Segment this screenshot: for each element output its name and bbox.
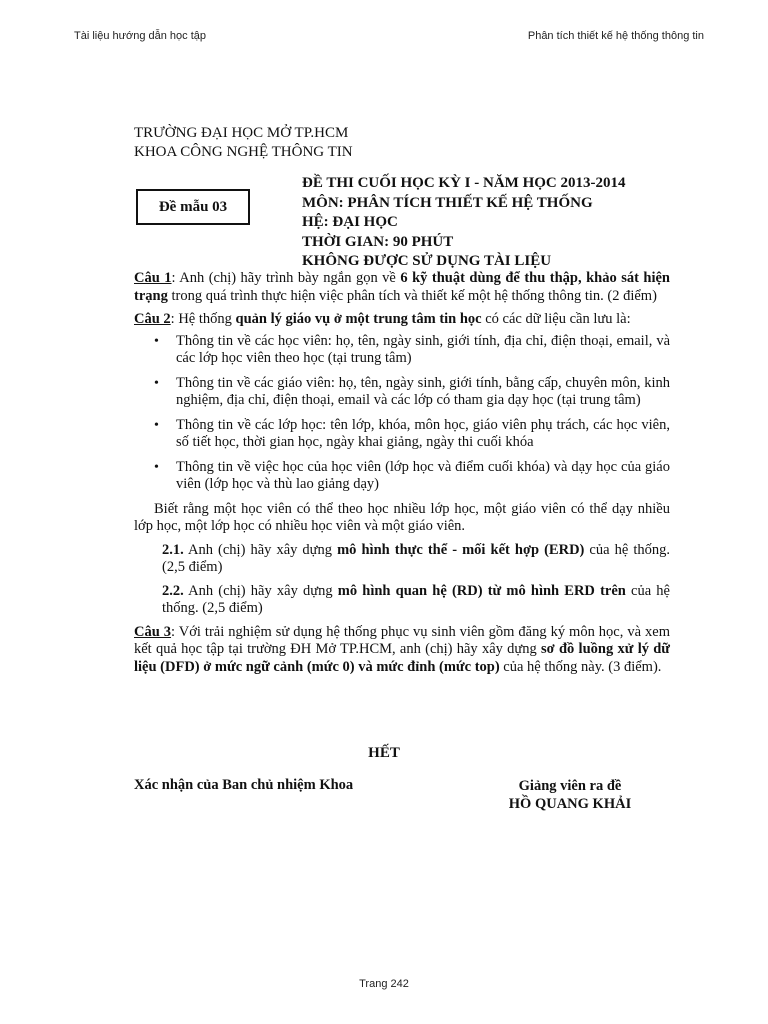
list-item: • Thông tin về các lớp học: tên lớp, khóa, môn học, giáo viên phụ trách, các học viên, số tiết học, thời gian học, ngày khai giảng, ngày thi cuối khóa <box>134 417 670 452</box>
data-requirements-list <box>134 333 670 494</box>
lecturer-name: HỒ QUANG KHẢI <box>508 796 632 812</box>
question-label: Câu 3 <box>134 623 172 640</box>
running-header-left: Tài liệu hướng dẫn học tập <box>74 30 206 42</box>
question-label: Câu 1 <box>134 270 172 286</box>
question-1: Câu 1: Anh (chị) hãy trình bày ngắn gọn về 6 kỹ thuật dùng để thu thập, khảo sát hiện trạng trong quá trình thực hiện việc phân tích và thiết kế một hệ thống thông tin. (2 điểm) <box>134 270 671 304</box>
list-item: • Thông tin về các học viên: họ, tên, ngày sinh, giới tính, địa chỉ, điện thoại, email, và các lớp học viên theo học (tại trung tâm) <box>134 333 670 368</box>
exam-title-block <box>302 174 625 272</box>
exam-code-box: Đề mẫu 03 <box>136 189 250 225</box>
question-3: Câu 3: Với trải nghiệm sử dụng hệ thống phục vụ sinh viên gồm đăng ký môn học, và xem kết quả học tập tại trường ĐH Mở TP.HCM, anh (chị) hãy xây dựng sơ đồ luồng xử lý dữ liệu (DFD) ở mức ngữ cảnh (mức 0) và mức đỉnh (mức top) của hệ thống này. (3 điểm). <box>134 623 670 675</box>
sub-question-2-1: 2.1. Anh (chị) hãy xây dựng mô hình thực thể - mối kết hợp (ERD) của hệ thống. (2,5 điểm) <box>162 541 670 575</box>
materials-line: KHÔNG ĐƯỢC SỬ DỤNG TÀI LIỆU <box>302 253 552 269</box>
subject-line: MÔN: PHÂN TÍCH THIẾT KẾ HỆ THỐNG <box>302 194 593 211</box>
list-item: • Thông tin về các giáo viên: họ, tên, ngày sinh, giới tính, bằng cấp, chuyên môn, kinh nghiệm, địa chỉ, điện thoại, email và các lớp có tham gia dạy học (tại trung tâm) <box>134 375 670 410</box>
faculty-approval-label: Xác nhận của Ban chủ nhiệm Khoa <box>134 777 354 793</box>
question-label: Câu 2 <box>134 311 171 327</box>
relationship-paragraph: Biết rằng một học viên có thể theo học nhiều lớp học, một giáo viên có thể dạy nhiều lớp học, một lớp học có nhiều học viên và một giáo viên. <box>134 500 670 534</box>
page-number: Trang 242 <box>359 978 409 990</box>
duration-line: THỜI GIAN: 90 PHÚT <box>302 233 454 250</box>
question-2: Câu 2: Hệ thống quản lý giáo vụ ở một trung tâm tin học có các dữ liệu cần lưu là: <box>134 311 631 327</box>
exam-content <box>134 270 670 676</box>
lecturer-title: Giảng viên ra đề <box>518 778 622 794</box>
lecturer-signature-block <box>500 777 640 813</box>
exam-title-line: ĐỀ THI CUỐI HỌC KỲ I - NĂM HỌC 2013-2014 <box>302 175 626 191</box>
end-marker: HẾT <box>368 745 400 761</box>
school-name: TRƯỜNG ĐẠI HỌC MỞ TP.HCM <box>134 125 349 141</box>
school-block <box>134 124 353 162</box>
running-header-right: Phân tích thiết kế hệ thống thông tin <box>527 30 704 42</box>
list-item: • Thông tin về việc học của học viên (lớp học và điểm cuối khóa) và dạy học của giáo viên (lớp học và thù lao giảng dạy) <box>134 459 670 494</box>
program-line: HỆ: ĐẠI HỌC <box>302 214 398 230</box>
faculty-name: KHOA CÔNG NGHỆ THÔNG TIN <box>134 144 353 160</box>
sub-question-2-2: 2.2. Anh (chị) hãy xây dựng mô hình quan hệ (RD) từ mô hình ERD trên của hệ thống. (2,5 điểm) <box>162 582 670 616</box>
